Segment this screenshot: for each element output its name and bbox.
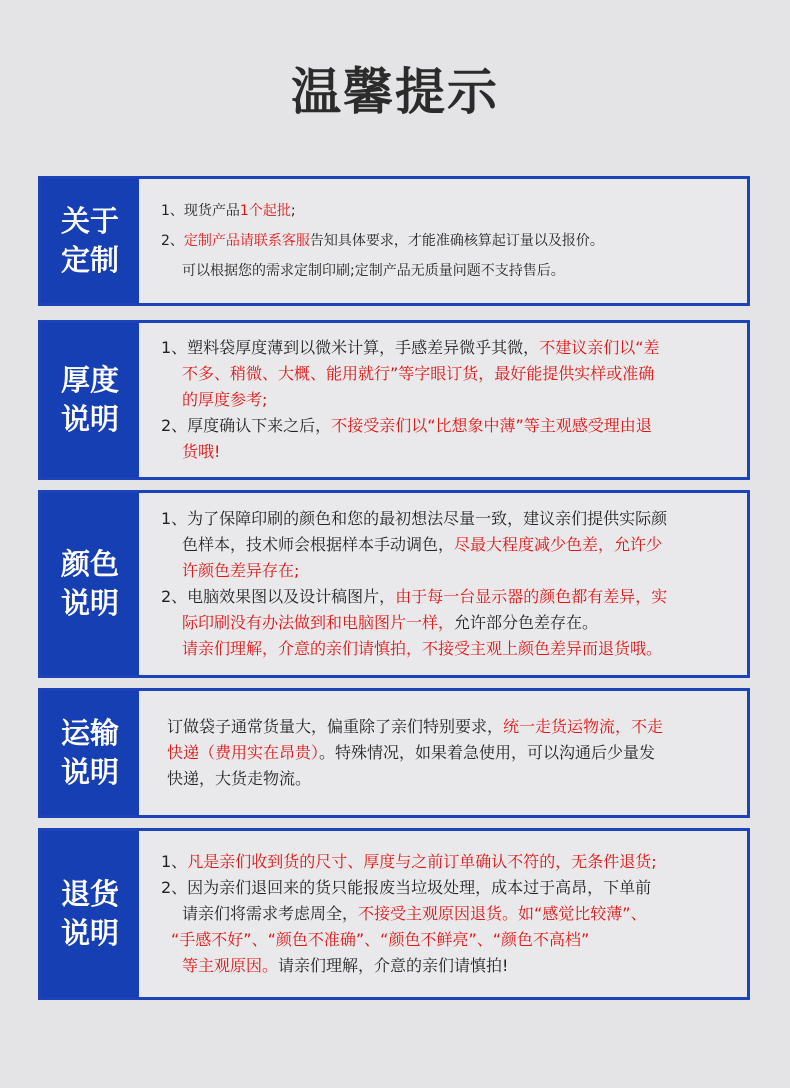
- section-label: [41, 831, 139, 997]
- text-line: [161, 335, 727, 361]
- text-line: [161, 610, 727, 636]
- text-line: [161, 875, 727, 901]
- text-run: 1、塑料袋厚度薄到以微米计算，手感差异微乎其微，: [161, 338, 540, 357]
- text-line: [161, 849, 727, 875]
- highlight-text: 许颜色差异存在;: [182, 561, 300, 580]
- highlight-text: 不接受亲们以“比想象中薄”等主观感受理由退: [331, 416, 652, 435]
- section-body: [139, 691, 747, 815]
- section-label-line: 退货: [60, 877, 119, 911]
- text-line: [161, 636, 727, 662]
- text-line: [161, 953, 727, 979]
- text-line: [161, 901, 727, 927]
- text-run: 订做袋子通常货量大，偏重除了亲们特别要求，: [167, 717, 504, 736]
- section-label-line: 说明: [60, 586, 119, 620]
- section-returns: [38, 828, 750, 1000]
- text-run: 2、: [161, 233, 184, 249]
- highlight-text: 请亲们理解，介意的亲们请慎拍，不接受主观上颜色差异而退货哦。: [182, 639, 663, 658]
- text-run: 色样本，技术师会根据样本手动调色，: [182, 535, 455, 554]
- text-run: 2、因为亲们退回来的货只能报废当垃圾处理，成本过于高昂，下单前: [161, 878, 652, 897]
- text-line: [167, 740, 727, 766]
- text-run: 告知具体要求，才能准确核算起订量以及报价。: [309, 233, 604, 249]
- text-line: [161, 226, 727, 256]
- highlight-text: 的厚度参考;: [182, 390, 268, 409]
- section-label: [41, 179, 139, 303]
- section-body: [139, 493, 747, 675]
- highlight-text: 不建议亲们以“差: [539, 338, 660, 357]
- text-run: 请亲们将需求考虑周全，: [182, 904, 359, 923]
- text-line: [161, 506, 727, 532]
- section-custom: [38, 176, 750, 306]
- highlight-text: 由于每一台显示器的颜色都有差异，实: [395, 587, 668, 606]
- text-line: [161, 532, 727, 558]
- highlight-text: 统一走货运物流，不走: [503, 717, 664, 736]
- section-body: [139, 323, 747, 477]
- text-line: [161, 439, 727, 465]
- text-line: [161, 413, 727, 439]
- section-label-line: 厚度: [60, 363, 119, 397]
- highlight-text: 凡是亲们收到货的尺寸、厚度与之前订单确认不符的，无条件退货;: [187, 852, 657, 871]
- text-line: [161, 927, 727, 953]
- section-label-line: 说明: [60, 755, 119, 789]
- text-run: 2、电脑效果图以及设计稿图片，: [161, 587, 396, 606]
- text-run: ;: [290, 203, 296, 219]
- section-label-line: 运输: [60, 716, 119, 750]
- section-label-line: 说明: [60, 916, 119, 950]
- text-run: 2、厚度确认下来之后，: [161, 416, 332, 435]
- text-run: 1、: [161, 852, 188, 871]
- text-line: [167, 714, 727, 740]
- highlight-text: 不多、稍微、大概、能用就行”等字眼订货，最好能提供实样或准确: [182, 364, 655, 383]
- text-line: [161, 361, 727, 387]
- page-title: 温馨提示: [291, 63, 499, 121]
- text-line: [161, 584, 727, 610]
- text-run: 快递，大货走物流。: [167, 769, 312, 788]
- text-line: [161, 387, 727, 413]
- section-label-line: 说明: [60, 402, 119, 436]
- section-body: [139, 179, 747, 303]
- text-line: [161, 558, 727, 584]
- section-label-line: 定制: [60, 243, 119, 277]
- section-body: [139, 831, 747, 997]
- section-label-line: 关于: [60, 204, 119, 238]
- highlight-text: 等主观原因。: [182, 956, 279, 975]
- highlight-text: 货哦!: [182, 442, 221, 461]
- section-label: [41, 493, 139, 675]
- highlight-text: 尽最大程度减少色差，允许少: [454, 535, 663, 554]
- section-label: [41, 323, 139, 477]
- highlight-text: 定制产品请联系客服: [183, 233, 310, 249]
- section-thickness: [38, 320, 750, 480]
- text-run: 可以根据您的需求定制印刷;定制产品无质量问题不支持售后。: [182, 263, 565, 279]
- text-run: 允许部分色差存在。: [454, 613, 599, 632]
- text-line: [161, 196, 727, 226]
- section-shipping: [38, 688, 750, 818]
- section-label-line: 颜色: [60, 547, 119, 581]
- text-line: [167, 766, 727, 792]
- highlight-text: 1个起批: [239, 203, 291, 219]
- highlight-text: 快递（费用实在昂贵）: [167, 743, 320, 762]
- section-label: [41, 691, 139, 815]
- text-run: 1、现货产品: [161, 203, 240, 219]
- text-run: 。特殊情况，如果着急使用，可以沟通后少量发: [319, 743, 656, 762]
- text-line: [161, 256, 727, 286]
- text-run: 1、为了保障印刷的颜色和您的最初想法尽量一致，建议亲们提供实际颜: [161, 509, 668, 528]
- section-color: [38, 490, 750, 678]
- highlight-text: 际印刷没有办法做到和电脑图片一样，: [182, 613, 455, 632]
- highlight-text: 不接受主观原因退货。如“感觉比较薄”、: [358, 904, 647, 923]
- highlight-text: “手感不好”、“颜色不准确”、“颜色不鲜亮”、“颜色不高档”: [171, 930, 590, 949]
- text-run: 请亲们理解，介意的亲们请慎拍!: [278, 956, 509, 975]
